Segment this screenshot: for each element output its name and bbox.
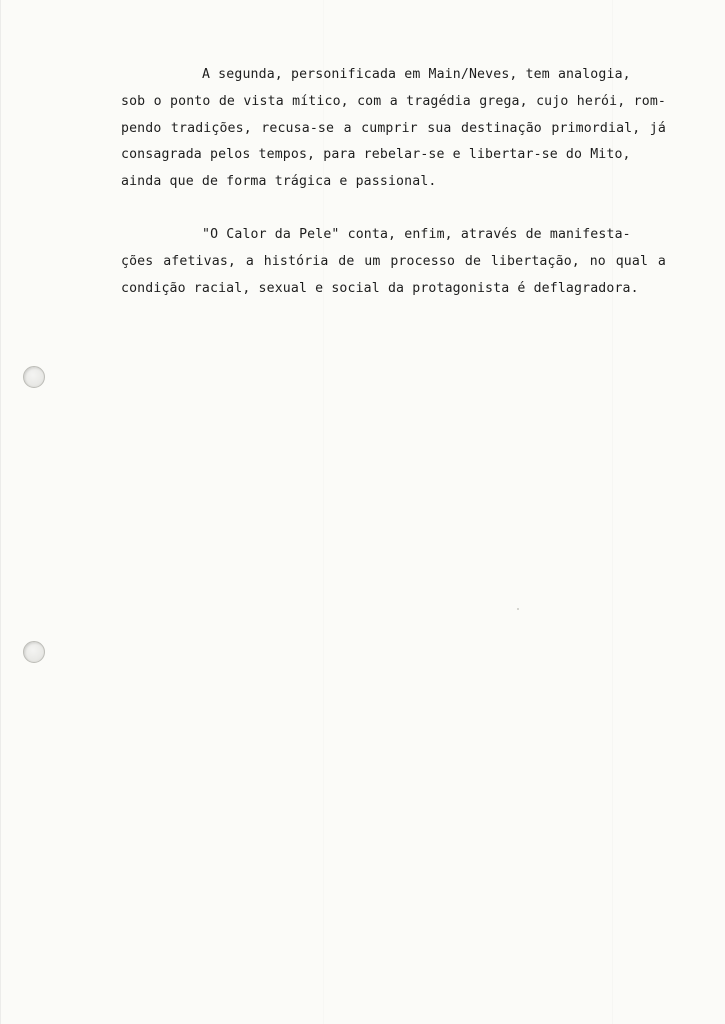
text-line: sob o ponto de vista mítico, com a tragédia grega, cujo herói, rom-: [121, 93, 666, 109]
paragraph-2: [121, 222, 666, 302]
text-line: condição racial, sexual e social da protagonista é deflagradora.: [121, 280, 639, 296]
paragraph-1: [121, 62, 666, 196]
punch-hole-top: [23, 366, 45, 388]
text-line: consagrada pelos tempos, para rebelar-se e libertar-se do Mito,: [121, 147, 631, 163]
paper-speck: [517, 608, 519, 610]
text-line: A segunda, personificada em Main/Neves, tem analogia,: [202, 67, 631, 82]
text-line: ções afetivas, a história de um processo de libertação, no qual a: [121, 253, 666, 269]
text-line: pendo tradições, recusa-se a cumprir sua destinação primordial, já: [121, 120, 666, 136]
text-line: "O Calor da Pele" conta, enfim, através de manifesta-: [202, 226, 631, 242]
punch-hole-bottom: [23, 641, 45, 663]
body-text: [121, 62, 666, 302]
text-line: ainda que de forma trágica e passional.: [121, 174, 437, 190]
